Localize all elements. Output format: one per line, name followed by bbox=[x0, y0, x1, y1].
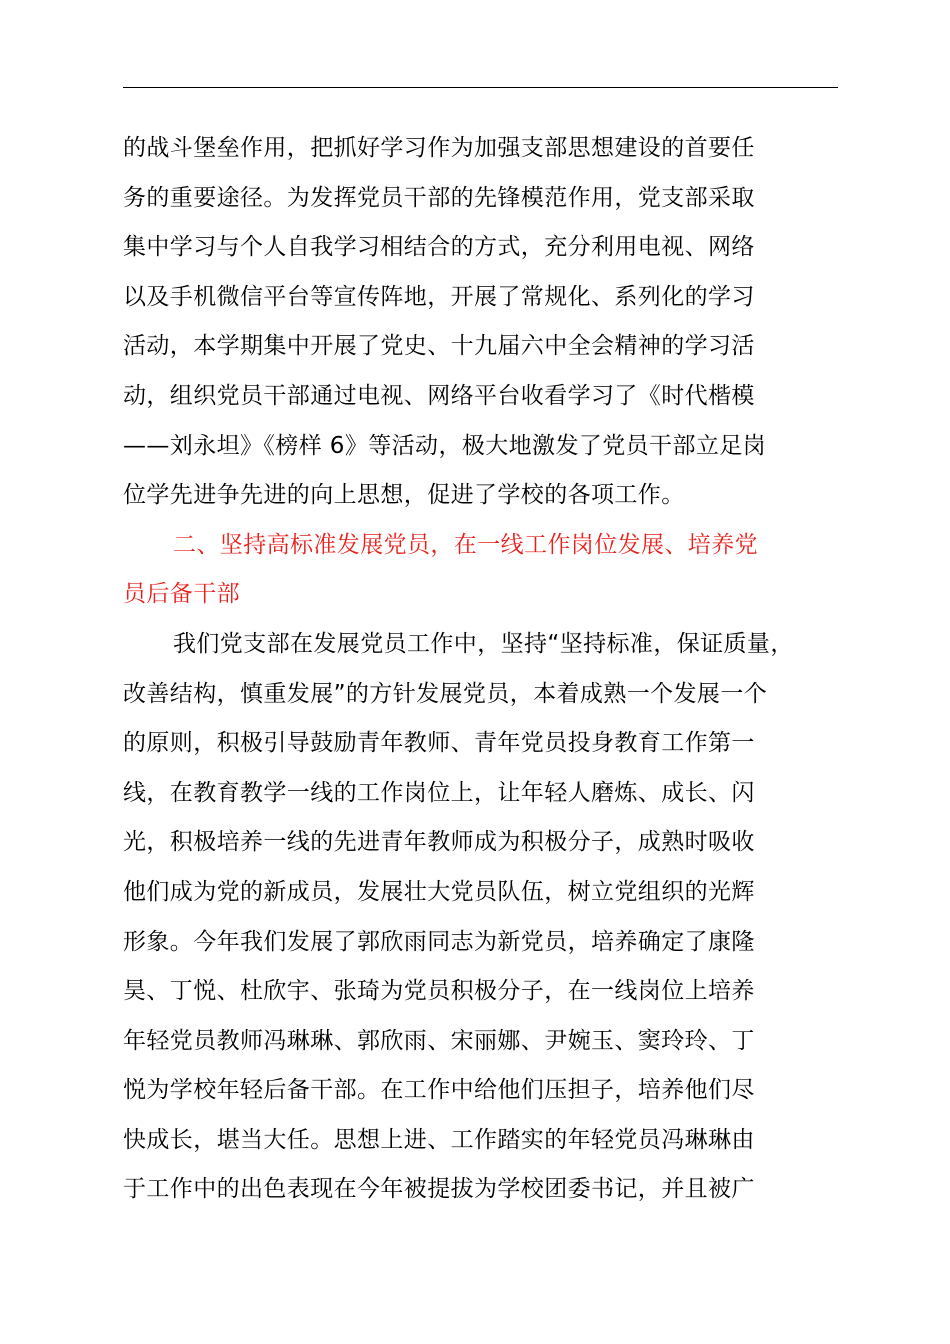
paragraph-1-line: 以及手机微信平台等宣传阵地，开展了常规化、系列化的学习 bbox=[123, 283, 755, 310]
paragraph-2-line: 于工作中的出色表现在今年被提拔为学校团委书记，并且被广 bbox=[123, 1176, 755, 1203]
paragraph-2-line: 我们党支部在发展党员工作中，坚持“坚持标准，保证质量， bbox=[173, 630, 794, 657]
paragraph-2-line: 光，积极培养一线的先进青年教师成为积极分子，成熟时吸收 bbox=[123, 829, 755, 856]
paragraph-1-line: 的战斗堡垒作用，把抓好学习作为加强支部思想建设的首要任 bbox=[123, 135, 755, 161]
paragraph-1-line: 集中学习与个人自我学习相结合的方式，充分利用电视、网络 bbox=[123, 234, 755, 261]
paragraph-2-line: 线，在教育教学一线的工作岗位上，让年轻人磨炼、成长、闪 bbox=[123, 779, 755, 806]
paragraph-2-line: 他们成为党的新成员，发展壮大党员队伍，树立党组织的光辉 bbox=[123, 878, 755, 905]
paragraph-1-line: 动，组织党员干部通过电视、网络平台收看学习了《时代楷模 bbox=[123, 382, 755, 409]
body-text bbox=[123, 124, 883, 1215]
paragraph-1-line: 务的重要途径。为发挥党员干部的先锋模范作用，党支部采取 bbox=[123, 184, 755, 211]
section-heading-line: 二、坚持高标准发展党员，在一线工作岗位发展、培养党 bbox=[173, 531, 758, 558]
paragraph-1-line: 位学先进争先进的向上思想，促进了学校的各项工作。 bbox=[123, 482, 685, 509]
section-heading-line: 员后备干部 bbox=[123, 581, 240, 608]
paragraph-2-line: 年轻党员教师冯琳琳、郭欣雨、宋丽娜、尹婉玉、窦玲玲、丁 bbox=[123, 1027, 755, 1054]
paragraph-2-line: 快成长，堪当大任。思想上进、工作踏实的年轻党员冯琳琳由 bbox=[123, 1126, 755, 1153]
paragraph-2-line: 悦为学校年轻后备干部。在工作中给他们压担子，培养他们尽 bbox=[123, 1077, 755, 1104]
paragraph-1-line: 活动，本学期集中开展了党史、十九届六中全会精神的学习活 bbox=[123, 333, 755, 360]
paragraph-2-line: 昊、丁悦、杜欣宇、张琦为党员积极分子，在一线岗位上培养 bbox=[123, 978, 755, 1005]
paragraph-1-line: ——刘永坦》《榜样 6》等活动，极大地激发了党员干部立足岗 bbox=[123, 432, 767, 459]
paragraph-2-line: 形象。今年我们发展了郭欣雨同志为新党员，培养确定了康隆 bbox=[123, 928, 755, 955]
paragraph-2-line: 改善结构，慎重发展”的方针发展党员，本着成熟一个发展一个 bbox=[123, 680, 768, 707]
header-rule bbox=[123, 87, 838, 88]
paragraph-2-line: 的原则，积极引导鼓励青年教师、青年党员投身教育工作第一 bbox=[123, 730, 755, 757]
